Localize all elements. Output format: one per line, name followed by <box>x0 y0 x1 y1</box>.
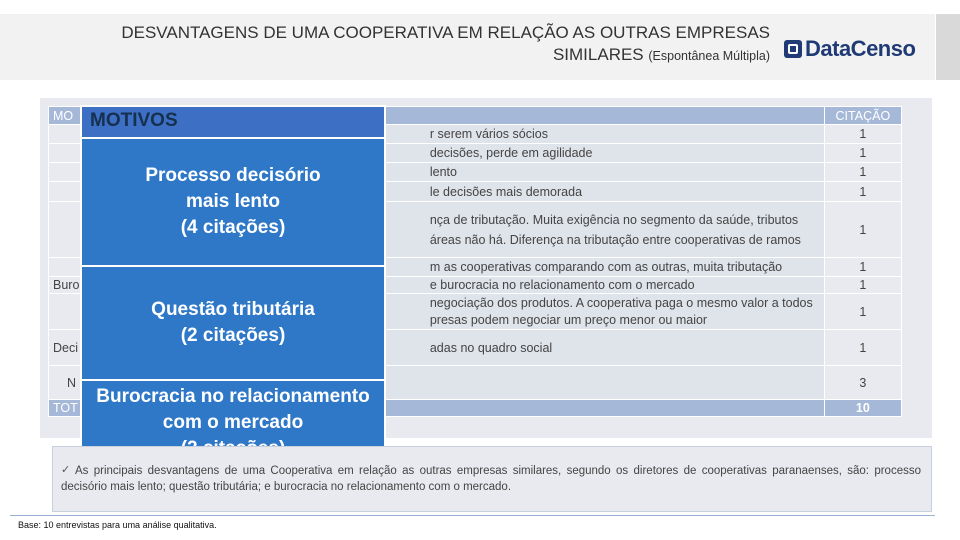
row-count: 1 <box>824 277 901 294</box>
row-category: N <box>49 366 94 400</box>
motives-overlay <box>80 105 386 465</box>
base-footnote: Base: 10 entrevistas para uma análise qualitativa. <box>18 520 217 530</box>
row-count: 1 <box>824 330 901 366</box>
header-motivos: MO <box>49 107 94 125</box>
row-text: adas no quadro social <box>93 330 824 366</box>
row-text: r serem vários sócios <box>93 125 824 144</box>
slide-title <box>60 22 770 67</box>
row-text: lento <box>93 163 824 182</box>
row-text: negociação dos produtos. A cooperativa paga o mesmo valor a todos presas podem negociar um preço menor ou maior <box>93 294 824 330</box>
row-text: nça de tributação. Muita exigência no segmento da saúde, tributos áreas não há. Diferença na tributação entre cooperativas de ramos <box>93 202 824 258</box>
datacenso-logo <box>784 34 915 64</box>
motive-line: com o mercado <box>162 412 304 433</box>
check-icon: ✓ <box>61 464 71 476</box>
motive-line: mais lento <box>186 191 280 212</box>
total-count: 10 <box>824 400 901 417</box>
row-count: 3 <box>824 366 901 400</box>
motive-line: Questão tributária <box>151 299 315 320</box>
row-count: 1 <box>824 144 901 163</box>
title-line-2-text: SIMILARES <box>552 45 644 64</box>
motive-line: (4 citações) <box>180 217 286 238</box>
row-category: Deci <box>49 330 94 366</box>
motive-block-processo <box>82 139 384 265</box>
row-text: m as cooperativas comparando com as outras, muita tributação <box>93 258 824 277</box>
row-count: 1 <box>824 182 901 202</box>
footer-divider <box>10 515 935 516</box>
logo-side-bar <box>936 14 960 80</box>
row-text: e burocracia no relacionamento com o mercado <box>93 277 824 294</box>
header-citacao: CITAÇÃO <box>824 107 901 125</box>
row-text: decisões, perde em agilidade <box>93 144 824 163</box>
total-label: TOT <box>49 400 94 417</box>
row-count: 1 <box>824 202 901 258</box>
motive-line: Burocracia no relacionamento <box>96 386 370 407</box>
row-count: 1 <box>824 294 901 330</box>
row-count: 1 <box>824 258 901 277</box>
row-category: Buro <box>49 277 94 294</box>
overlay-heading-text: MOTIVOS <box>90 110 178 131</box>
row-count: 1 <box>824 163 901 182</box>
motive-line: (2 citações) <box>180 325 286 346</box>
motive-block-tributaria <box>82 267 384 379</box>
logo-text: DataCenso <box>805 36 916 61</box>
title-line-2 <box>60 44 770 67</box>
row-count: 1 <box>824 125 901 144</box>
logo-mark-icon <box>784 40 802 58</box>
title-line-1: DESVANTAGENS DE UMA COOPERATIVA EM RELAÇÃO AS OUTRAS EMPRESAS <box>121 23 770 42</box>
row-text: le decisões mais demorada <box>93 182 824 202</box>
conclusion-text: As principais desvantagens de uma Cooperativa em relação as outras empresas similares, segundo os diretores de cooperativas paranaenses, são: processo decisório mais lento; questão tributária; e burocracia no relacionamento com o mercado. <box>61 465 921 493</box>
motive-line: Processo decisório <box>145 165 321 186</box>
conclusion-note <box>52 446 932 512</box>
overlay-heading <box>82 107 384 137</box>
title-subtitle: (Espontânea Múltipla) <box>648 49 770 63</box>
